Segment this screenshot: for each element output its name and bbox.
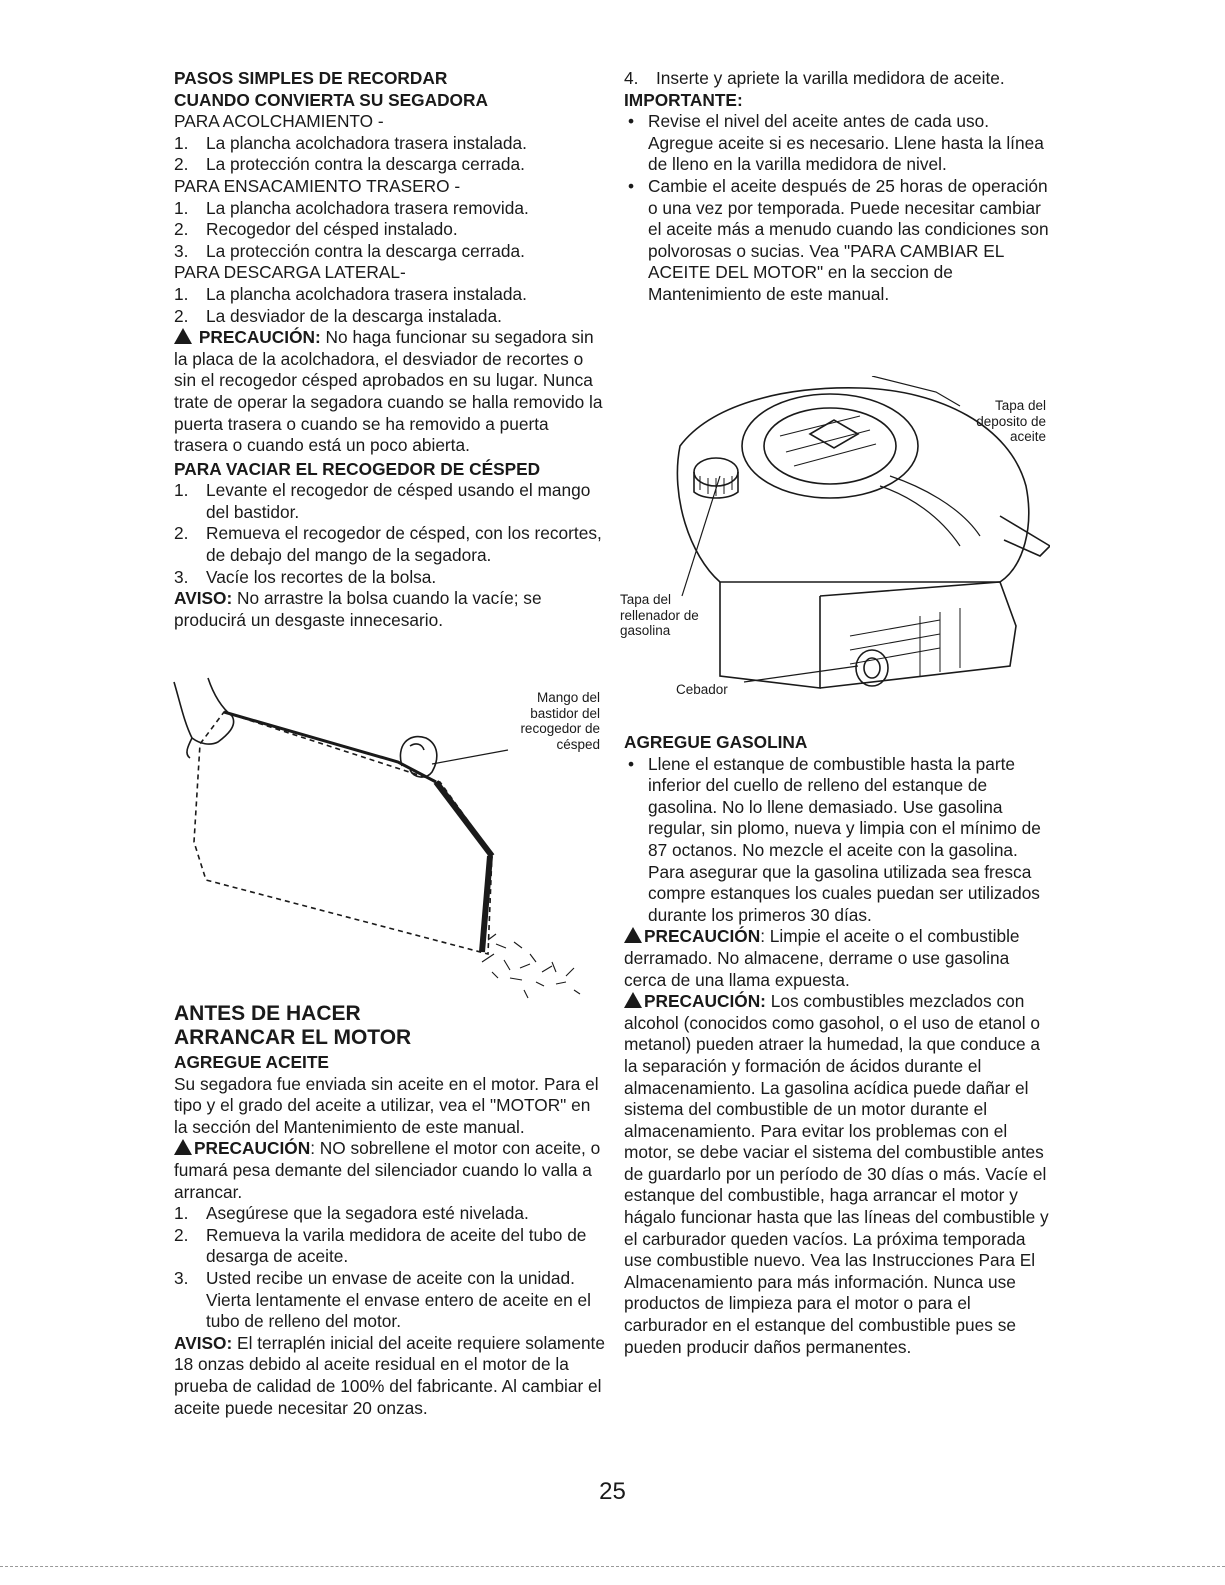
- engine-figure: [620, 376, 1050, 706]
- list-item: 2. La protección contra la descarga cerrada.: [174, 154, 525, 175]
- handle-frame-label: Mango del bastidor del recogedor de césped: [520, 690, 600, 752]
- warning-icon: [624, 927, 642, 943]
- heading-convert-mower: CUANDO CONVIERTA SU SEGADORA: [174, 89, 488, 110]
- list-item: 2. Recogedor del césped instalado.: [174, 219, 458, 240]
- add-oil-paragraph: Su segadora fue enviada sin aceite en el motor. Para el tipo y el grado del aceite a utilizar, vea el "MOTOR" en la sección del Mantenimiento de este manual.: [174, 1073, 599, 1137]
- list-item: 3. Usted recibe un envase de aceite con la unidad. Vierta lentamente el envase entero de aceite en el tubo de relleno del motor.: [174, 1267, 591, 1332]
- side-discharge-title: PARA DESCARGA LATERAL-: [174, 262, 406, 283]
- list-item: 2. Remueva el recogedor de césped, con los recortes, de debajo del mango de la segadora.: [174, 523, 602, 566]
- bag-title: PARA ENSACAMIENTO TRASERO -: [174, 175, 461, 196]
- page-number: 25: [599, 1478, 626, 1505]
- important-list: [624, 111, 1056, 305]
- caution-alcohol-paragraph: PRECAUCIÓN: Los combustibles mezclados con alcohol (conocidos como gasohol, o el uso de etanol o metanol) pueden atraer la humedad, la que conduce a la separación y formación de ácidos durante el almacenamiento. La gasolina acídica puede dañar el sistema del combustible de un motor durante el almacenamiento. Para evitar los problemas con el motor, se debe vaciar el sistema del combustible antes de guardarlo por un período de 30 días o más. Vacíe el estanque del combustible, haga arrancar el motor y hágalo funcionar hasta que las líneas del combustible y el carburador queden vacíos. La próxima temporada use combustible nuevo. Vea las Instrucciones Para El Almacenamiento para más información. Nunca use productos de limpieza para el motor o para el carburador en el estanque del combustible pues se pueden producir daños permanentes.: [624, 991, 1049, 1357]
- mulch-list: [174, 133, 606, 176]
- bottom-divider: [0, 1566, 1225, 1567]
- heading-empty-bag: PARA VACIAR EL RECOGEDOR DE CÉSPED: [174, 458, 541, 479]
- right-column-lower: [624, 732, 1056, 1358]
- caution-spill-paragraph: PRECAUCIÓN: Limpie el aceite o el combustible derramado. No almacene, derrame o use gasolina cerca de una llama expuesta.: [624, 926, 1020, 990]
- list-item: 1. La plancha acolchadora trasera instalada.: [174, 283, 527, 304]
- left-column-lower: [174, 1002, 606, 1419]
- notice-oil-paragraph: AVISO: El terraplén inicial del aceite requiere solamente 18 onzas debido al aceite residual en el motor de la prueba de calidad de 100% del fabricante. Al cambiar el aceite puede necesitar 20 onzas.: [174, 1332, 605, 1418]
- caution-paragraph: PRECAUCIÓN: No haga funcionar su segadora sin la placa de la acolchadora, el desviador de recortes o sin el recogedor césped aprobados en su lugar. Nunca trate de operar la segadora cuando se halla removido la puerta trasera o cuando se ha removido a puerta trasera o cuando está un poco abierta.: [174, 327, 603, 456]
- notice-paragraph: AVISO: No arrastre la bolsa cuando la vacíe; se producirá un desgaste innecesario.: [174, 588, 542, 630]
- primer-label: Cebador: [676, 682, 728, 697]
- bag-list: [174, 198, 606, 263]
- oil-cap-label: Tapa del deposito de aceite: [976, 398, 1046, 444]
- caution-oil-paragraph: PRECAUCIÓN: NO sobrellene el motor con aceite, o fumará pesa demante del silenciador cuando lo valla a arrancar.: [174, 1138, 601, 1202]
- mulch-title: PARA ACOLCHAMIENTO -: [174, 111, 384, 132]
- list-item: 3. La protección contra la descarga cerrada.: [174, 240, 525, 261]
- heading-important: IMPORTANTE:: [624, 89, 743, 110]
- list-item: 1. Asegúrese que la segadora esté nivelada.: [174, 1203, 529, 1224]
- heading-before-start-1: ANTES DE HACER: [174, 1002, 361, 1025]
- list-item: • Revise el nivel del aceite antes de cada uso. Agregue aceite si es necesario. Llene hasta la línea de lleno en la varilla medidora de nivel.: [628, 111, 1044, 175]
- heading-add-gas: AGREGUE GASOLINA: [624, 732, 808, 752]
- gas-list: [624, 754, 1056, 927]
- empty-bag-list: [174, 480, 606, 588]
- add-oil-steps: [174, 1203, 606, 1333]
- side-discharge-list: [174, 284, 606, 327]
- heading-simple-steps: PASOS SIMPLES DE RECORDAR: [174, 68, 448, 88]
- heading-add-oil: AGREGUE ACEITE: [174, 1052, 329, 1072]
- list-item: • Llene el estanque de combustible hasta la parte inferior del cuello de relleno del estanque de gasolina. No lo llene demasiado. Use gasolina regular, sin plomo, nueva y limpia con el mínimo de 87 octanos. No mezcle el aceite con la gasolina. Para asegurar que la gasolina utilizada sea fresca compre estanques los cuales puedan ser utilizados durante los primeros 30 días.: [628, 753, 1041, 925]
- warning-icon: [174, 1139, 192, 1155]
- list-item: • Cambie el aceite después de 25 horas de operación o una vez por temporada. Puede necesitar cambiar el aceite más a menudo cuando las condiciones son polvorosas o sucias. Vea "PARA CAMBIAR EL ACEITE DEL MOTOR" en la seccion de Mantenimiento de este manual.: [628, 175, 1049, 304]
- list-item: 2. La desviador de la descarga instalada.: [174, 305, 502, 326]
- right-column: [624, 68, 1056, 306]
- grass-bag-figure: [170, 672, 600, 1002]
- list-item: 2. Remueva la varila medidora de aceite del tubo de desarga de aceite.: [174, 1224, 587, 1267]
- heading-before-start-2: ARRANCAR EL MOTOR: [174, 1026, 412, 1049]
- list-item: 3. Vacíe los recortes de la bolsa.: [174, 566, 437, 587]
- fuel-cap-label: Tapa del rellenador de gasolina: [620, 592, 699, 638]
- list-item: 1. La plancha acolchadora trasera instalada.: [174, 132, 527, 153]
- warning-icon: [624, 992, 642, 1008]
- list-item: 4. Inserte y apriete la varilla medidora de aceite.: [624, 68, 1005, 88]
- left-column: [174, 68, 606, 631]
- warning-icon: [174, 328, 192, 344]
- list-item: 1. La plancha acolchadora trasera removida.: [174, 197, 529, 218]
- oil-step-4: [624, 68, 1056, 90]
- list-item: 1. Levante el recogedor de césped usando el mango del bastidor.: [174, 480, 591, 522]
